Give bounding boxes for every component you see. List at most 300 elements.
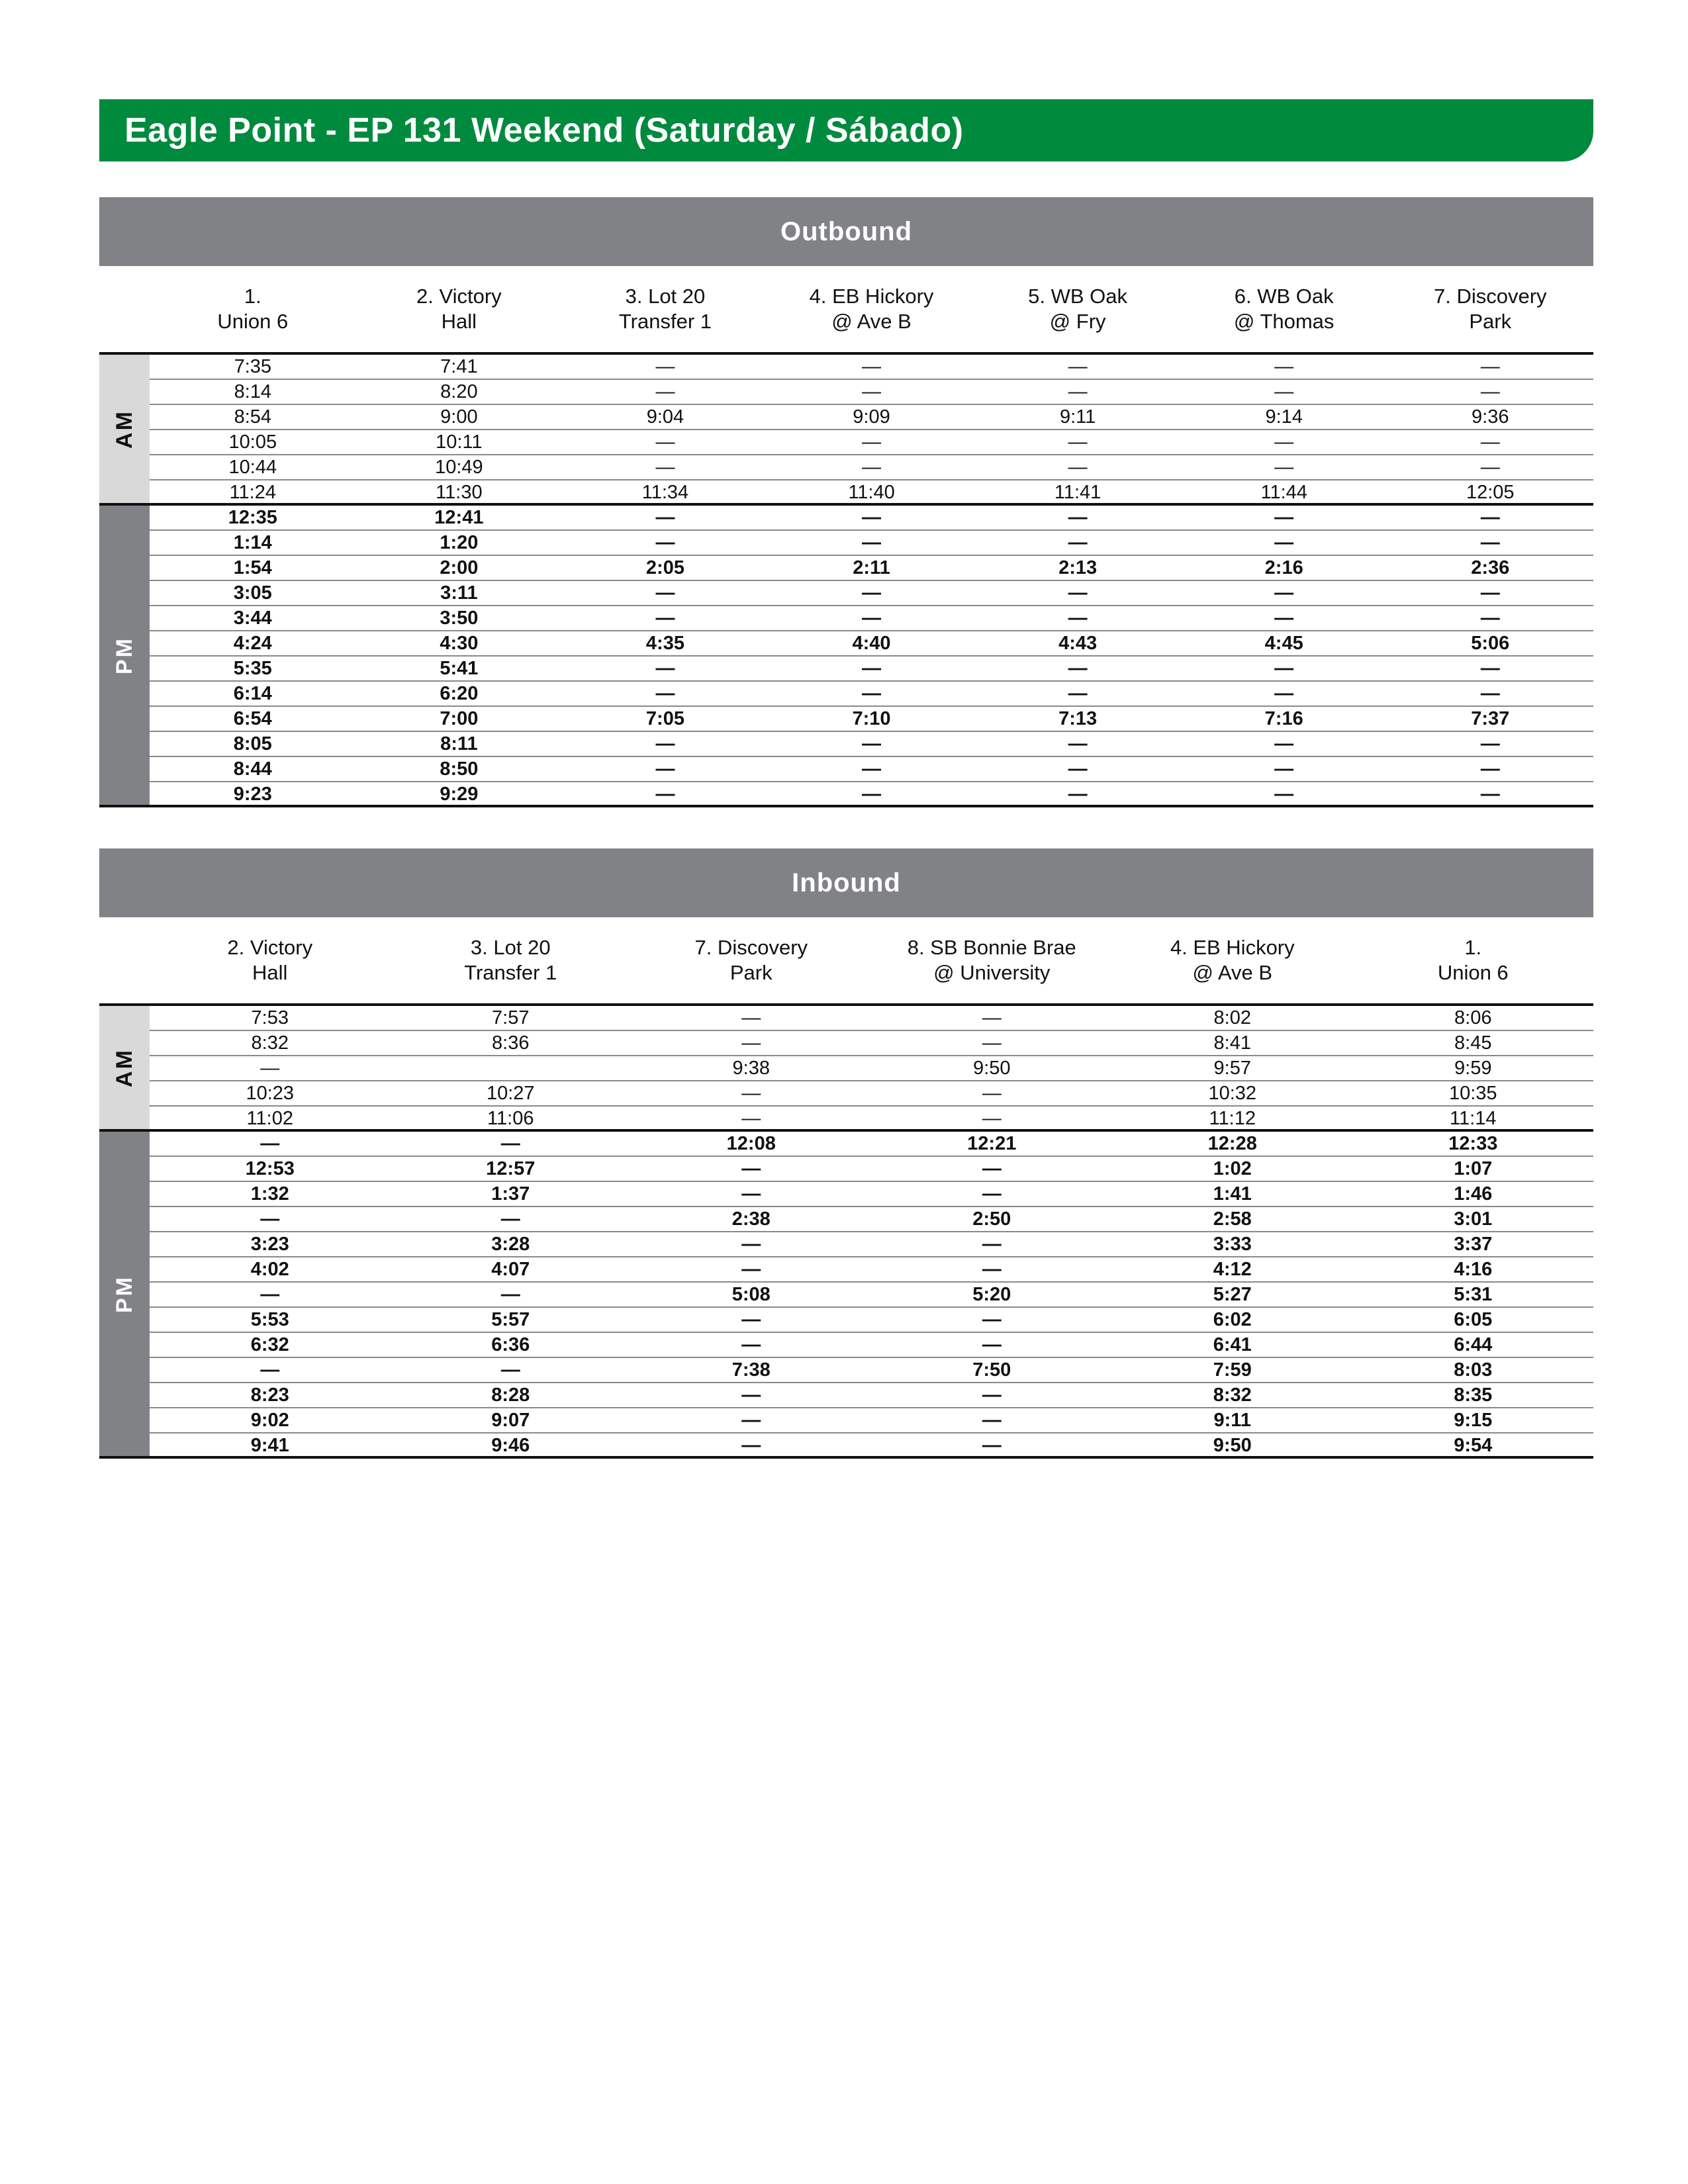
- time-cell: —: [741, 1435, 761, 1456]
- column-header-line: Hall: [252, 961, 288, 984]
- table-row: [150, 480, 1593, 506]
- time-cell: 10:05: [228, 432, 277, 453]
- time-cell: 5:53: [250, 1309, 289, 1330]
- column-header-line: @ Ave B: [831, 310, 912, 333]
- time-cell: —: [655, 457, 675, 478]
- table-row: [150, 757, 1593, 782]
- time-cell: 8:20: [440, 381, 478, 402]
- outbound-column-headers: [99, 266, 1593, 355]
- time-cell: 4:45: [1264, 633, 1303, 654]
- time-cell: —: [982, 1108, 1002, 1129]
- time-cell: —: [741, 1083, 761, 1104]
- table-row: [150, 1207, 1593, 1232]
- time-cell: 9:54: [1454, 1435, 1493, 1456]
- time-cell: 8:44: [233, 758, 272, 780]
- column-header-spacer: [99, 266, 150, 352]
- time-cell: 8:41: [1213, 1032, 1251, 1054]
- time-cell: —: [1068, 457, 1088, 478]
- column-header-line: Park: [1469, 310, 1512, 333]
- time-cell: 3:44: [233, 608, 272, 629]
- time-cell: 10:35: [1448, 1083, 1497, 1104]
- time-cell: —: [741, 1234, 761, 1255]
- time-cell: —: [982, 1032, 1002, 1054]
- time-cell: 7:05: [645, 708, 684, 729]
- time-cell: 2:05: [645, 557, 684, 578]
- time-cell: 2:36: [1471, 557, 1510, 578]
- time-cell: —: [1274, 608, 1294, 629]
- time-cell: —: [655, 582, 675, 604]
- time-cell: 10:32: [1208, 1083, 1257, 1104]
- time-cell: —: [982, 1309, 1002, 1330]
- time-cell: 9:02: [250, 1410, 289, 1431]
- time-cell: —: [1480, 532, 1500, 553]
- time-cell: 8:06: [1454, 1007, 1492, 1028]
- table-row: [150, 380, 1593, 405]
- time-cell: 4:16: [1454, 1259, 1493, 1280]
- time-cell: 8:32: [1213, 1385, 1252, 1406]
- column-header-line: 3. Lot 20: [470, 936, 551, 959]
- table-row: [150, 455, 1593, 480]
- time-cell: 1:07: [1454, 1158, 1493, 1179]
- time-cell: 8:05: [233, 733, 272, 754]
- time-cell: 7:38: [731, 1359, 771, 1381]
- time-cell: 4:12: [1213, 1259, 1252, 1280]
- time-cell: 9:36: [1472, 406, 1509, 428]
- time-cell: —: [655, 356, 675, 377]
- time-cell: —: [500, 1208, 520, 1230]
- time-cell: 8:28: [491, 1385, 530, 1406]
- time-cell: —: [1480, 758, 1500, 780]
- time-cell: —: [1480, 381, 1500, 402]
- column-header: [1181, 266, 1387, 352]
- time-cell: 9:15: [1454, 1410, 1493, 1431]
- time-cell: 10:11: [436, 432, 483, 453]
- column-header-line: 8. SB Bonnie Brae: [907, 936, 1076, 959]
- time-cell: 2:50: [972, 1208, 1011, 1230]
- time-cell: 3:28: [491, 1234, 530, 1255]
- column-header-spacer: [99, 917, 150, 1003]
- time-cell: 4:30: [440, 633, 479, 654]
- time-cell: 8:45: [1454, 1032, 1492, 1054]
- column-header-line: 2. Victory: [227, 936, 313, 959]
- time-cell: —: [655, 758, 675, 780]
- time-cell: —: [862, 658, 882, 679]
- time-cell: —: [982, 1385, 1002, 1406]
- time-cell: 4:35: [645, 633, 684, 654]
- time-cell: 1:46: [1454, 1183, 1493, 1205]
- table-row: [150, 1308, 1593, 1333]
- time-cell: 2:00: [440, 557, 479, 578]
- column-header-line: Union 6: [217, 310, 289, 333]
- time-cell: 5:27: [1213, 1284, 1252, 1305]
- table-row: [150, 1358, 1593, 1383]
- time-cell: 12:08: [726, 1133, 776, 1154]
- time-cell: —: [1274, 356, 1294, 377]
- time-cell: 5:35: [233, 658, 272, 679]
- time-cell: —: [862, 507, 882, 528]
- time-cell: 11:12: [1209, 1108, 1256, 1129]
- table-row: [150, 1031, 1593, 1056]
- time-cell: 8:23: [250, 1385, 289, 1406]
- time-cell: 4:43: [1058, 633, 1098, 654]
- table-row: [150, 581, 1593, 606]
- time-cell: 8:11: [440, 733, 478, 754]
- time-cell: —: [862, 733, 882, 754]
- schedule-rows: [150, 1132, 1593, 1459]
- table-row: [150, 732, 1593, 757]
- time-cell: —: [1068, 432, 1088, 453]
- period-label-text: PM: [111, 636, 137, 674]
- time-cell: —: [500, 1359, 520, 1381]
- time-cell: 12:41: [434, 507, 484, 528]
- time-cell: —: [1068, 758, 1088, 780]
- time-cell: —: [862, 758, 882, 780]
- time-cell: —: [982, 1410, 1002, 1431]
- time-cell: —: [982, 1007, 1002, 1028]
- time-cell: —: [260, 1058, 280, 1079]
- time-cell: 2:13: [1058, 557, 1098, 578]
- inbound-section: [99, 848, 1593, 1459]
- period-label-text: AM: [111, 1048, 137, 1087]
- column-header-line: 4. EB Hickory: [1170, 936, 1295, 959]
- time-cell: 12:53: [245, 1158, 295, 1179]
- period-label: [99, 506, 150, 807]
- time-cell: 8:32: [251, 1032, 289, 1054]
- time-cell: —: [1480, 507, 1500, 528]
- time-cell: 9:14: [1265, 406, 1303, 428]
- time-cell: —: [1480, 683, 1500, 704]
- time-cell: —: [862, 381, 882, 402]
- time-cell: 3:05: [233, 582, 272, 604]
- time-cell: 1:14: [233, 532, 272, 553]
- table-row: [150, 1107, 1593, 1132]
- table-row: [150, 1232, 1593, 1257]
- time-cell: 7:37: [1471, 708, 1510, 729]
- time-cell: —: [1068, 582, 1088, 604]
- time-cell: —: [655, 608, 675, 629]
- time-cell: 9:00: [440, 406, 478, 428]
- time-cell: —: [1480, 582, 1500, 604]
- time-cell: 6:02: [1213, 1309, 1252, 1330]
- column-header-line: 4. EB Hickory: [809, 285, 934, 308]
- column-header-line: Transfer 1: [618, 310, 712, 333]
- time-cell: 4:07: [491, 1259, 530, 1280]
- table-row: [150, 631, 1593, 657]
- column-header-line: 2. Victory: [416, 285, 502, 308]
- time-cell: 8:14: [234, 381, 272, 402]
- time-cell: —: [862, 532, 882, 553]
- table-row: [150, 1333, 1593, 1358]
- time-cell: 4:40: [852, 633, 891, 654]
- time-cell: 3:11: [440, 582, 478, 604]
- time-cell: —: [1274, 507, 1294, 528]
- time-cell: 7:41: [440, 356, 478, 377]
- column-header-line: 7. Discovery: [1433, 285, 1547, 308]
- table-row: [150, 1157, 1593, 1182]
- time-cell: —: [982, 1435, 1002, 1456]
- time-cell: 12:35: [228, 507, 277, 528]
- time-cell: 5:31: [1454, 1284, 1493, 1305]
- time-cell: —: [655, 733, 675, 754]
- time-cell: —: [982, 1083, 1002, 1104]
- time-cell: 7:35: [234, 356, 272, 377]
- time-cell: 8:03: [1454, 1359, 1493, 1381]
- time-cell: 1:32: [250, 1183, 289, 1205]
- table-row: [150, 1408, 1593, 1433]
- time-cell: 3:01: [1454, 1208, 1493, 1230]
- time-cell: 9:11: [1059, 406, 1096, 428]
- time-cell: 4:24: [233, 633, 272, 654]
- time-cell: —: [1068, 733, 1088, 754]
- table-row: [150, 355, 1593, 380]
- time-cell: 11:30: [436, 482, 483, 503]
- time-cell: —: [1480, 432, 1500, 453]
- time-cell: —: [1274, 658, 1294, 679]
- time-cell: 9:50: [1213, 1435, 1252, 1456]
- time-cell: —: [260, 1133, 280, 1154]
- time-cell: 8:50: [440, 758, 479, 780]
- time-cell: —: [1274, 582, 1294, 604]
- schedule-rows: [150, 1006, 1593, 1132]
- column-header: [769, 266, 975, 352]
- time-cell: 9:07: [491, 1410, 530, 1431]
- time-cell: —: [1068, 683, 1088, 704]
- time-cell: 11:41: [1054, 482, 1102, 503]
- time-cell: 6:32: [250, 1334, 289, 1355]
- column-header-line: @ Ave B: [1192, 961, 1273, 984]
- time-cell: —: [655, 432, 675, 453]
- time-cell: 10:44: [228, 457, 277, 478]
- schedule-rows: [150, 506, 1593, 807]
- time-cell: 5:41: [440, 658, 479, 679]
- time-cell: 7:57: [492, 1007, 530, 1028]
- time-cell: 7:59: [1213, 1359, 1252, 1381]
- column-header-line: @ Thomas: [1233, 310, 1335, 333]
- time-cell: —: [862, 432, 882, 453]
- inbound-header: Inbound: [99, 848, 1593, 917]
- time-cell: 6:44: [1454, 1334, 1493, 1355]
- time-cell: —: [500, 1284, 520, 1305]
- time-cell: —: [1068, 356, 1088, 377]
- time-cell: —: [862, 784, 882, 805]
- time-cell: —: [1068, 784, 1088, 805]
- time-cell: 11:02: [246, 1108, 293, 1129]
- time-cell: 9:29: [440, 784, 479, 805]
- time-cell: 11:44: [1260, 482, 1307, 503]
- column-header: [562, 266, 769, 352]
- schedule-rows: [150, 355, 1593, 506]
- table-row: [150, 1182, 1593, 1207]
- time-cell: 11:34: [641, 482, 689, 503]
- column-header: [1112, 917, 1353, 1003]
- time-cell: 2:11: [853, 557, 890, 578]
- column-header-line: Hall: [441, 310, 477, 333]
- column-header: [872, 917, 1113, 1003]
- time-cell: 7:10: [852, 708, 891, 729]
- time-cell: —: [862, 582, 882, 604]
- table-row: [150, 682, 1593, 707]
- time-cell: 1:41: [1213, 1183, 1252, 1205]
- time-cell: 9:50: [973, 1058, 1011, 1079]
- time-cell: —: [1274, 532, 1294, 553]
- column-header-line: 6. WB Oak: [1234, 285, 1334, 308]
- time-cell: 3:33: [1213, 1234, 1252, 1255]
- time-cell: —: [1274, 733, 1294, 754]
- column-header: [1353, 917, 1594, 1003]
- time-cell: —: [1068, 381, 1088, 402]
- time-cell: —: [1480, 608, 1500, 629]
- time-cell: 8:02: [1213, 1007, 1251, 1028]
- column-header-line: Transfer 1: [464, 961, 557, 984]
- time-cell: —: [1274, 784, 1294, 805]
- title-bar: [99, 99, 1593, 161]
- time-cell: —: [741, 1385, 761, 1406]
- outbound-section: [99, 197, 1593, 807]
- table-row: [150, 1081, 1593, 1107]
- inbound-pm-block: [99, 1132, 1593, 1459]
- column-header: [391, 917, 632, 1003]
- time-cell: —: [1274, 683, 1294, 704]
- time-cell: 2:16: [1264, 557, 1303, 578]
- time-cell: 9:11: [1213, 1410, 1251, 1431]
- time-cell: 3:50: [440, 608, 479, 629]
- time-cell: —: [1480, 658, 1500, 679]
- page-title: Eagle Point - EP 131 Weekend (Saturday / Sábado): [124, 111, 964, 150]
- time-cell: 6:41: [1213, 1334, 1252, 1355]
- time-cell: —: [1480, 457, 1500, 478]
- time-cell: 2:38: [731, 1208, 771, 1230]
- time-cell: —: [1480, 784, 1500, 805]
- time-cell: —: [862, 356, 882, 377]
- table-row: [150, 782, 1593, 807]
- time-cell: 9:23: [233, 784, 272, 805]
- time-cell: 7:00: [440, 708, 479, 729]
- time-cell: 4:02: [250, 1259, 289, 1280]
- time-cell: 1:20: [440, 532, 479, 553]
- table-row: [150, 1006, 1593, 1031]
- time-cell: —: [655, 507, 675, 528]
- time-cell: 3:37: [1454, 1234, 1493, 1255]
- table-row: [150, 405, 1593, 430]
- time-cell: 5:20: [972, 1284, 1011, 1305]
- time-cell: —: [1068, 532, 1088, 553]
- table-row: [150, 606, 1593, 631]
- time-cell: 11:40: [848, 482, 895, 503]
- time-cell: 12:33: [1448, 1133, 1498, 1154]
- time-cell: —: [655, 683, 675, 704]
- time-cell: —: [260, 1208, 280, 1230]
- table-row: [150, 1056, 1593, 1081]
- time-cell: —: [982, 1183, 1002, 1205]
- time-cell: 10:27: [486, 1083, 535, 1104]
- time-cell: —: [500, 1133, 520, 1154]
- time-cell: 5:57: [491, 1309, 530, 1330]
- column-header-line: @ Fry: [1049, 310, 1106, 333]
- time-cell: —: [862, 683, 882, 704]
- time-cell: —: [862, 608, 882, 629]
- time-cell: 6:05: [1454, 1309, 1493, 1330]
- column-header-line: Union 6: [1437, 961, 1509, 984]
- column-header-line: 7. Discovery: [694, 936, 808, 959]
- time-cell: 6:14: [233, 683, 272, 704]
- time-cell: 2:58: [1213, 1208, 1252, 1230]
- time-cell: —: [655, 532, 675, 553]
- time-cell: 8:54: [234, 406, 272, 428]
- time-cell: —: [741, 1259, 761, 1280]
- time-cell: —: [741, 1309, 761, 1330]
- period-label-text: PM: [111, 1275, 137, 1313]
- time-cell: 9:09: [853, 406, 890, 428]
- time-cell: —: [1068, 507, 1088, 528]
- time-cell: 6:54: [233, 708, 272, 729]
- time-cell: —: [1274, 457, 1294, 478]
- time-cell: [391, 1056, 632, 1080]
- column-header: [1387, 266, 1593, 352]
- column-header-line: Park: [729, 961, 773, 984]
- time-cell: 9:46: [491, 1435, 530, 1456]
- time-cell: —: [655, 784, 675, 805]
- inbound-column-headers: [99, 917, 1593, 1006]
- time-cell: 9:41: [250, 1435, 289, 1456]
- table-row: [150, 1433, 1593, 1459]
- column-header: [356, 266, 563, 352]
- time-cell: —: [1480, 356, 1500, 377]
- time-cell: 8:35: [1454, 1385, 1493, 1406]
- period-label: [99, 1132, 150, 1459]
- table-row: [150, 1383, 1593, 1408]
- time-cell: 8:36: [492, 1032, 530, 1054]
- time-cell: 1:02: [1213, 1158, 1252, 1179]
- time-cell: 1:37: [491, 1183, 530, 1205]
- time-cell: —: [1274, 758, 1294, 780]
- table-row: [150, 707, 1593, 732]
- time-cell: 12:05: [1466, 482, 1515, 503]
- column-header: [974, 266, 1181, 352]
- time-cell: —: [741, 1032, 761, 1054]
- time-cell: 7:50: [972, 1359, 1011, 1381]
- column-header-line: 5. WB Oak: [1028, 285, 1128, 308]
- time-cell: 10:23: [246, 1083, 295, 1104]
- time-cell: —: [741, 1183, 761, 1205]
- column-header-line: 3. Lot 20: [625, 285, 706, 308]
- time-cell: —: [741, 1158, 761, 1179]
- time-cell: 11:06: [487, 1108, 534, 1129]
- time-cell: 12:21: [967, 1133, 1017, 1154]
- time-cell: —: [260, 1359, 280, 1381]
- table-row: [150, 657, 1593, 682]
- column-header-line: @ University: [933, 961, 1051, 984]
- time-cell: —: [982, 1234, 1002, 1255]
- table-row: [150, 1132, 1593, 1157]
- column-header: [150, 266, 356, 352]
- time-cell: 6:20: [440, 683, 479, 704]
- column-header-line: 1.: [1464, 936, 1482, 959]
- table-row: [150, 531, 1593, 556]
- table-row: [150, 556, 1593, 581]
- time-cell: 11:14: [1450, 1108, 1497, 1129]
- time-cell: —: [982, 1259, 1002, 1280]
- time-cell: 11:24: [229, 482, 276, 503]
- time-cell: —: [982, 1334, 1002, 1355]
- time-cell: —: [1274, 381, 1294, 402]
- outbound-pm-block: [99, 506, 1593, 807]
- time-cell: 1:54: [233, 557, 272, 578]
- time-cell: —: [741, 1007, 761, 1028]
- outbound-am-block: [99, 355, 1593, 506]
- time-cell: —: [741, 1108, 761, 1129]
- time-cell: 7:13: [1058, 708, 1098, 729]
- time-cell: 5:08: [731, 1284, 771, 1305]
